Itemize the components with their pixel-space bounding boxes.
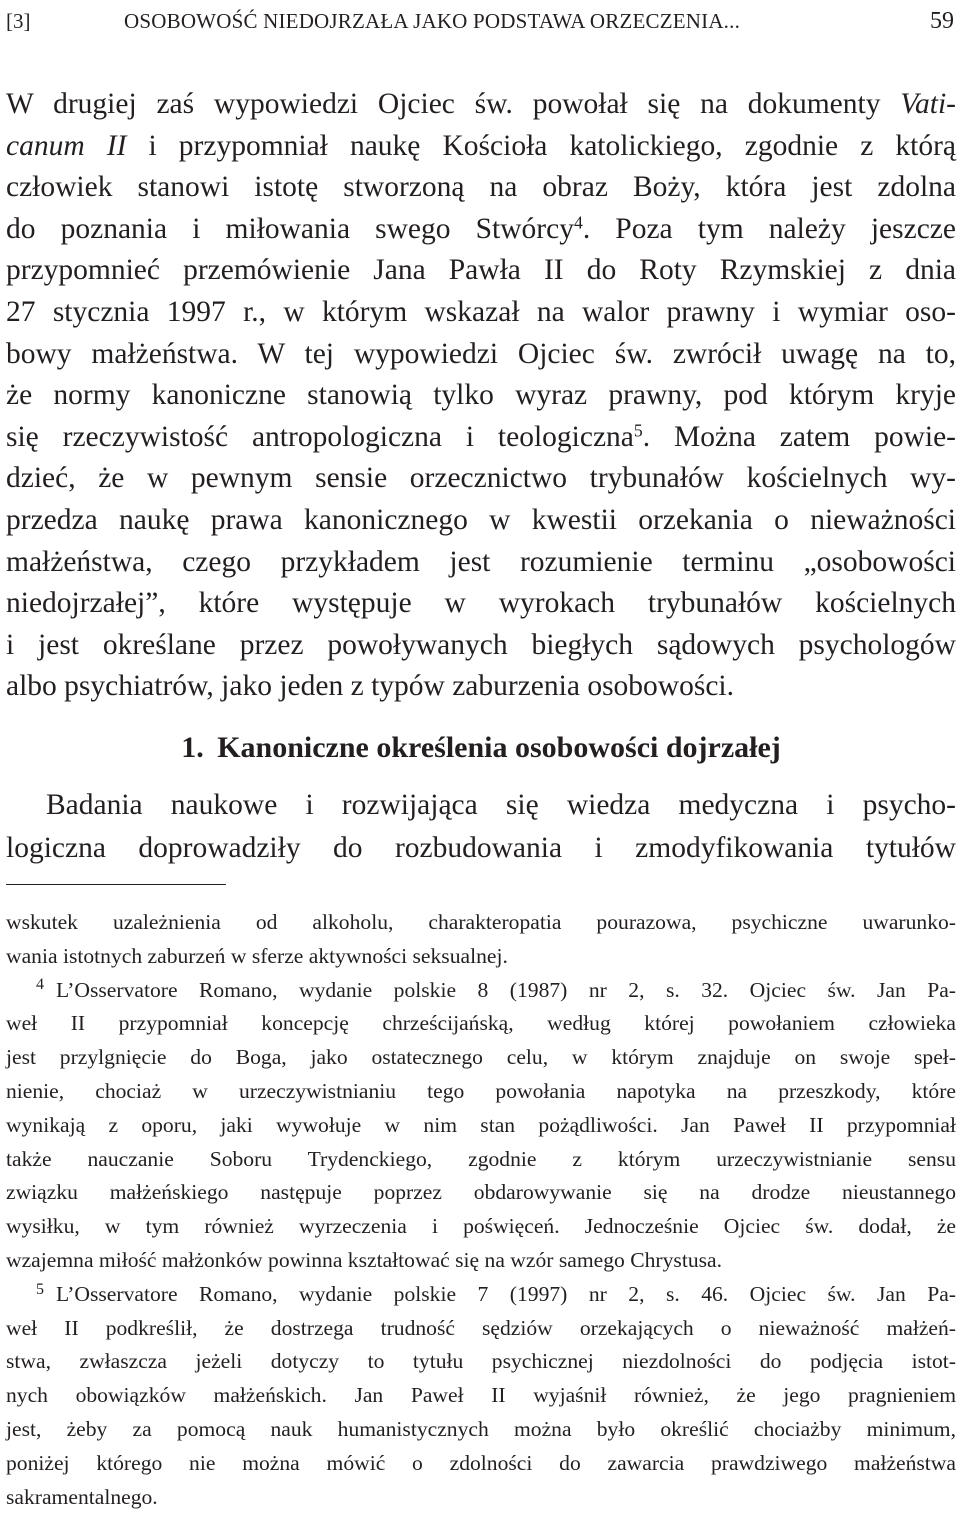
footnote-line (6, 1447, 956, 1481)
section-heading (6, 728, 956, 768)
footnote-text: wania istotnych zaburzeń w sferze aktywności seksualnej. (6, 943, 508, 968)
paragraph-line (6, 84, 956, 126)
text-segment: . Można zatem powie- (642, 420, 956, 453)
footnote-line (6, 1413, 956, 1447)
paragraph-line: logiczna doprowadziły do rozbudowania i zmodyfikowania tytułów (6, 832, 956, 864)
footnote-text: L’Osservatore Romano, wydanie polskie 8 (1987) nr 2, s. 32. Ojciec św. Jan Pa- (56, 977, 956, 1002)
text-segment: człowiek stanowi istotę stworzoną na obraz Boży, która jest zdolna (6, 171, 956, 204)
footnote-text: poniżej którego nie można mówić o zdolności do zawarcia prawdziwego małżeństwa (6, 1450, 956, 1475)
italic-text: canum II (6, 129, 127, 162)
footnote-line (6, 1075, 956, 1109)
footnote-line (6, 1210, 956, 1244)
section-heading-text: Kanoniczne określenia osobowości dojrzałej (217, 731, 781, 764)
text-segment: i przypomniał naukę Kościoła katolickiego, zgodnie z którą (126, 129, 957, 162)
footnote-text: wynikają z oporu, jaki wywołuje w nim stan pożądliwości. Jan Paweł II przypomniał (6, 1112, 956, 1137)
text-segment: bowy małżeństwa. W tej wypowiedzi Ojciec św. zwrócił uwagę na to, (6, 337, 956, 370)
footnote-line (6, 906, 956, 940)
paragraph-line (6, 625, 956, 667)
paragraph-line (6, 375, 956, 417)
footnote-line (6, 1143, 956, 1177)
footnote-text: wysiłku, w tym również wyrzeczenia i poświęceń. Jednocześnie Ojciec św. dodał, że (6, 1214, 956, 1239)
page-number: 59 (930, 8, 954, 34)
text-segment: małżeństwa, czego przykładem jest rozumienie terminu „osobowości (6, 545, 956, 578)
text-segment: dzieć, że w pewnym sensie orzecznictwo trybunałów kościelnych wy- (6, 462, 956, 495)
footnote-separator (6, 884, 226, 885)
footnote-line (6, 1244, 956, 1278)
text-segment: przedza naukę prawa kanonicznego w kwestii orzekania o nieważności (6, 503, 956, 536)
footnote-start-line: 4 L’Osservatore Romano, wydanie polskie 8 (1987) nr 2, s. 32. Ojciec św. Jan Pa- (36, 976, 956, 1002)
next-paragraph (6, 784, 956, 870)
footnote-text: jest, żeby za pomocą nauk humanistycznych można było określić chociażby minimum, (6, 1416, 956, 1441)
footnote-line (6, 1312, 956, 1346)
paragraph-line (6, 167, 956, 209)
footnote-text: związku małżeńskiego następuje poprzez obdarowywanie się na drodze nieustannego (6, 1180, 956, 1205)
footnote-line (6, 940, 956, 974)
footnote-line (6, 1379, 956, 1413)
paragraph-line (6, 666, 956, 708)
paragraph-line (6, 334, 956, 376)
footnote-line (6, 1041, 956, 1075)
paragraph-line (6, 126, 956, 168)
footnote-text: nienie, chociaż w urzeczywistnianiu tego powołania napotyka na przeszkody, które (6, 1078, 956, 1103)
text-segment: niedojrzałej”, które występuje w wyrokach trybunałów kościelnych (6, 587, 956, 620)
footnote-text: wzajemna miłość małżonków powinna kształtować się na wzór samego Chrystusa. (6, 1247, 722, 1272)
text-segment: . Poza tym należy jeszcze (582, 212, 956, 245)
section-number: [3] (6, 9, 31, 33)
footnote-text: jest przylgnięcie do Boga, jako ostatecznego celu, w którym znajduje on swoje speł- (6, 1045, 956, 1070)
footnote-start-line: 5 L’Osservatore Romano, wydanie polskie 7 (1997) nr 2, s. 46. Ojciec św. Jan Pa- (36, 1280, 956, 1306)
paragraph-line (6, 209, 956, 251)
footnote-line (6, 1176, 956, 1210)
paragraph-line (6, 458, 956, 500)
footnote-text: L’Osservatore Romano, wydanie polskie 7 (1997) nr 2, s. 46. Ojciec św. Jan Pa- (56, 1281, 956, 1306)
text-segment: 27 stycznia 1997 r., w którym wskazał na walor prawny i wymiar oso- (6, 295, 956, 328)
italic-text: Vati- (900, 88, 956, 120)
paragraph-line (6, 542, 956, 584)
text-segment: przypomnieć przemówienie Jana Pawła II do Roty Rzymskiej z dnia (6, 254, 956, 287)
paragraph-line (6, 583, 956, 625)
text-segment: albo psychiatrów, jako jeden z typów zaburzenia osobowości. (6, 670, 734, 703)
text-segment: że normy kanoniczne stanowią tylko wyraz prawny, pod którym kryje (6, 379, 956, 412)
footnote-line (6, 1345, 956, 1379)
footnote-text: stwa, zwłaszcza jeżeli dotyczy to tytułu psychicznej niezdolności do podjęcia istot- (6, 1349, 956, 1374)
footnotes (6, 906, 956, 1514)
section-heading-number: 1. (181, 731, 204, 764)
footnote-line (6, 1481, 956, 1514)
footnote-reference: 5 (633, 420, 643, 441)
paragraph-line: Badania naukowe i rozwijająca się wiedza medyczna i psycho- (46, 789, 956, 821)
text-segment: W drugiej zaś wypowiedzi Ojciec św. powołał się na dokumenty (6, 88, 901, 120)
body-paragraph (6, 84, 956, 708)
paragraph-line (6, 292, 956, 334)
footnote-text: weł II przypomniał koncepcję chrześcijańską, według której powołaniem człowieka (6, 1011, 956, 1036)
running-head (6, 4, 956, 38)
footnote-line (6, 1007, 956, 1041)
footnote-text: sakramentalnego. (6, 1484, 158, 1509)
footnote-text: wskutek uzależnienia od alkoholu, charakteropatia pourazowa, psychiczne uwarunko- (6, 910, 956, 934)
text-segment: do poznania i miłowania swego Stwórcy (6, 212, 574, 245)
text-segment: i jest określane przez powoływanych biegłych sądowych psychologów (6, 628, 956, 661)
paragraph-line (6, 500, 956, 542)
running-title: OSOBOWOŚĆ NIEDOJRZAŁA JAKO PODSTAWA ORZECZENIA... (124, 9, 741, 33)
paragraph-line (6, 417, 956, 459)
footnote-text: także nauczanie Soboru Trydenckiego, zgodnie z którym urzeczywistnianie sensu (6, 1146, 956, 1171)
footnote-text: weł II podkreślił, że dostrzega trudność sędziów orzekających o nieważność małżeń- (6, 1315, 956, 1340)
footnote-line (6, 1109, 956, 1143)
text-segment: się rzeczywistość antropologiczna i teologiczna (6, 420, 634, 453)
footnote-text: nych obowiązków małżeńskich. Jan Paweł II wyjaśnił również, że jego pragnieniem (6, 1383, 956, 1408)
paragraph-line (6, 250, 956, 292)
footnote-reference: 4 (573, 212, 583, 233)
